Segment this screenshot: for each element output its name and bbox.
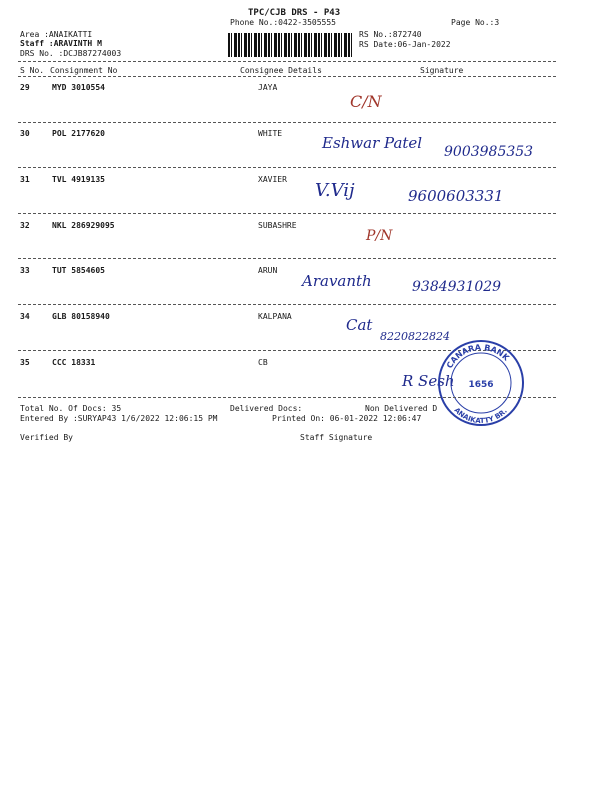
handwritten-signature: C/N (350, 92, 382, 111)
divider (18, 304, 556, 305)
row-consignee: XAVIER (258, 175, 287, 184)
row-consignment: TUT 5854605 (52, 266, 105, 275)
bank-stamp (432, 338, 530, 428)
row-consignee: JAYA (258, 83, 278, 92)
divider (18, 213, 556, 214)
divider (18, 167, 556, 168)
handwritten-phone: 8220822824 (380, 330, 450, 343)
area-label: Area :ANAIKATTI (20, 30, 93, 39)
row-sno: 30 (20, 129, 30, 138)
row-consignee: SUBASHRE (258, 221, 297, 230)
handwritten-phone: 9003985353 (444, 144, 534, 160)
handwritten-signature: R Sesh (402, 372, 455, 390)
divider (18, 61, 556, 62)
row-consignee: WHITE (258, 129, 283, 138)
divider (18, 397, 556, 398)
row-consignee: KALPANA (258, 312, 292, 321)
phone-number: Phone No.:0422-3505555 (230, 18, 336, 27)
non-delivered-docs: Non Delivered D (365, 404, 438, 413)
barcode (228, 33, 353, 57)
handwritten-phone: 9600603331 (408, 187, 504, 205)
entered-by: Entered By :SURYAP43 1/6/2022 12:06:15 PM (20, 414, 218, 423)
col-consignment: Consignment No (50, 66, 118, 75)
drs-number: DRS No. :DCJB87274003 (20, 49, 122, 58)
row-sno: 32 (20, 221, 30, 230)
row-consignment: POL 2177620 (52, 129, 105, 138)
col-consignee: Consignee Details (240, 66, 322, 75)
row-consignment: MYD 3010554 (52, 83, 105, 92)
row-sno: 31 (20, 175, 30, 184)
handwritten-signature: Cat (346, 316, 373, 334)
page-number: Page No.:3 (451, 18, 500, 27)
verified-by-label: Verified By (20, 433, 73, 442)
handwritten-signature: Aravanth (302, 272, 372, 290)
row-sno: 35 (20, 358, 30, 367)
handwritten-phone: 9384931029 (412, 279, 502, 295)
report-title: TPC/CJB DRS - P43 (248, 8, 341, 18)
col-signature: Signature (420, 66, 464, 75)
row-consignment: NKL 286929095 (52, 221, 115, 230)
svg-text:CANARA BANK: CANARA BANK (444, 342, 511, 370)
rs-number: RS No.:872740 (359, 30, 422, 39)
delivered-docs: Delivered Docs: (230, 404, 303, 413)
handwritten-signature: P/N (366, 228, 393, 244)
printed-on: Printed On: 06-01-2022 12:06:47 (272, 414, 422, 423)
row-consignment: TVL 4919135 (52, 175, 105, 184)
row-sno: 33 (20, 266, 30, 275)
divider (18, 258, 556, 259)
divider (18, 122, 556, 123)
row-sno: 34 (20, 312, 30, 321)
row-sno: 29 (20, 83, 30, 92)
divider (18, 76, 556, 77)
staff-signature-label: Staff Signature (300, 433, 373, 442)
row-consignment: GLB 80158940 (52, 312, 110, 321)
total-docs: Total No. Of Docs: 35 (20, 404, 122, 413)
svg-text:ANAIKATTY BR.: ANAIKATTY BR. (452, 406, 509, 426)
row-consignment: CCC 18331 (52, 358, 96, 367)
staff-label: Staff :ARAVINTH M (20, 39, 102, 48)
handwritten-signature: Eshwar Patel (322, 134, 423, 152)
row-consignee: ARUN (258, 266, 278, 275)
svg-text:1656: 1656 (468, 380, 494, 390)
handwritten-signature: V.Vij (315, 180, 355, 201)
rs-date: RS Date:06-Jan-2022 (359, 40, 451, 49)
row-consignee: CB (258, 358, 268, 367)
col-sno: S No. (20, 66, 45, 75)
